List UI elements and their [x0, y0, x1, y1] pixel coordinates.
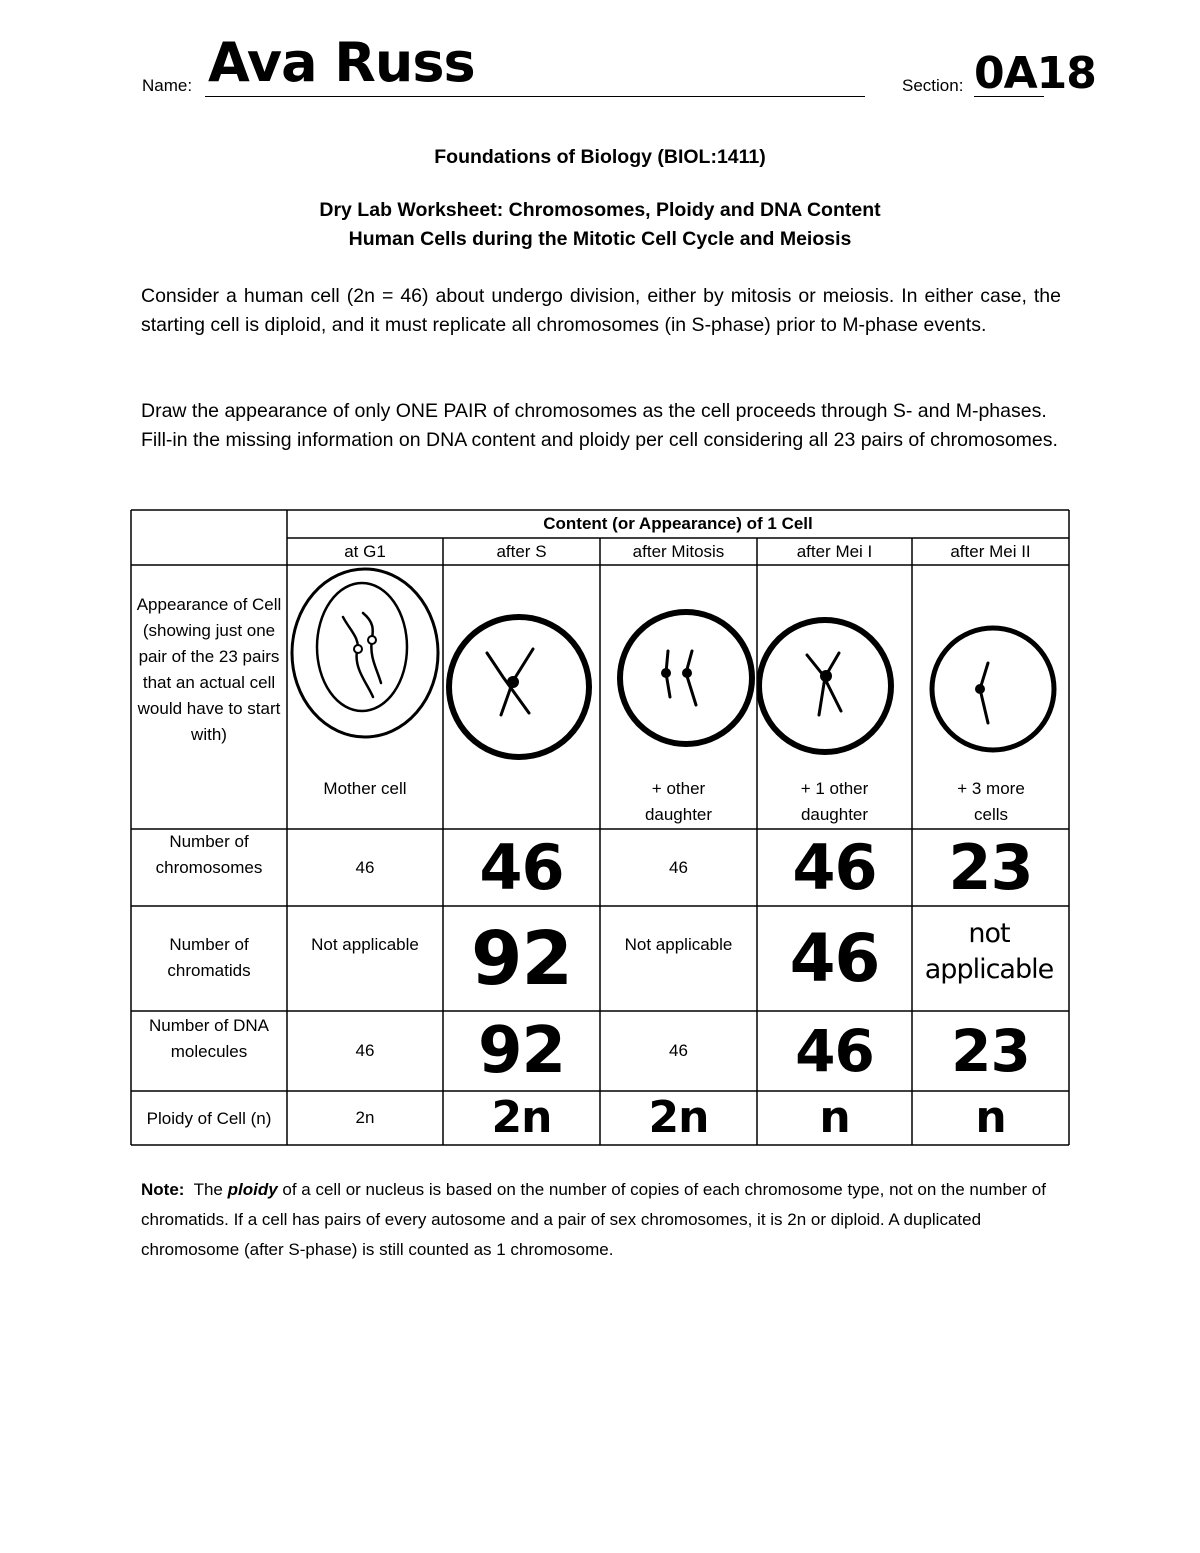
intro-paragraph-2: Draw the appearance of only ONE PAIR of chromosomes as the cell proceeds through S- and M-phases. Fill-in the missing information on DNA content and ploidy per cell considering all 23 pairs of chromosomes. [141, 400, 1058, 451]
caption-after-mei-1: + 1 other daughter [800, 779, 869, 824]
note-text-pre: The [184, 1180, 228, 1199]
worksheet-subtitle: Human Cells during the Mitotic Cell Cycle and Meiosis [348, 228, 852, 250]
row-label-chromatids: Number of chromatids [167, 935, 251, 980]
course-title: Foundations of Biology (BIOL:1411) [434, 146, 766, 168]
table-group-header: Content (or Appearance) of 1 Cell [543, 514, 813, 533]
cell-chromosomes-after-mei-2: 23 [948, 830, 1033, 904]
cell-dna-after-mitosis: 46 [669, 1041, 688, 1060]
section-label: Section: [902, 76, 964, 95]
cell-chromatids-after-mei-1: 46 [789, 919, 880, 997]
cell-chromatids-after-mitosis: Not applicable [624, 935, 733, 954]
column-header-g1: at G1 [344, 541, 386, 561]
row-label-appearance: Appearance of Cell (showing just one pair of the 23 pairs that an actual cell would have to start with) [136, 595, 282, 744]
cell-ploidy-after-mei-1: n [819, 1092, 850, 1143]
cell-chromatids-after-s: 92 [471, 915, 572, 1002]
cell-ploidy-g1: 2n [355, 1108, 375, 1127]
cell-chromosomes-after-mitosis: 46 [669, 857, 688, 877]
name-label: Name: [142, 76, 193, 95]
cell-ploidy-after-mitosis: 2n [648, 1092, 709, 1143]
caption-after-mei-2: + 3 more cells [957, 779, 1025, 824]
row-label-chromosomes: Number of chromosomes [155, 832, 263, 877]
cell-dna-after-mei-1: 46 [795, 1017, 874, 1085]
column-header-after-mei-1: after Mei I [796, 541, 873, 561]
cell-chromosomes-after-s: 46 [479, 830, 564, 904]
cell-drawing-after-mei-2 [912, 565, 1069, 765]
ploidy-note [141, 1175, 1071, 1265]
column-header-after-mei-2: after Mei II [950, 541, 1031, 561]
column-header-after-mitosis: after Mitosis [632, 541, 725, 561]
cell-ploidy-after-mei-2: n [975, 1092, 1006, 1143]
note-text-post: of a cell or nucleus is based on the number of copies of each chromosome type, not on the number of chromatids. If a cell has pairs of every autosome and a pair of sex chromosomes, it is 2n or diploid. A duplicated chromosome (after S-phase) is still counted as 1 chromosome. [141, 1180, 1046, 1259]
cell-drawing-after-mei-1 [757, 565, 912, 765]
row-label-dna-molecules: Number of DNA molecules [149, 1016, 269, 1061]
caption-g1: Mother cell [323, 779, 407, 798]
cell-drawing-after-s [443, 565, 600, 765]
cell-drawing-after-mitosis [600, 565, 757, 765]
cell-dna-after-mei-2: 23 [951, 1017, 1030, 1085]
cell-chromatids-g1: Not applicable [311, 935, 419, 954]
cell-dna-g1: 46 [355, 1041, 375, 1060]
cell-chromosomes-g1: 46 [355, 857, 375, 877]
note-emphasis: ploidy [227, 1180, 278, 1199]
cell-dna-after-s: 92 [477, 1014, 566, 1088]
caption-after-mitosis: + other daughter [644, 779, 713, 824]
caption-after-s [443, 776, 600, 802]
worksheet-title: Dry Lab Worksheet: Chromosomes, Ploidy and DNA Content [319, 199, 881, 221]
row-label-ploidy: Ploidy of Cell (n) [146, 1109, 272, 1128]
cell-drawing-g1 [287, 565, 443, 765]
cell-chromosomes-after-mei-1: 46 [792, 830, 877, 904]
name-handwritten: Ava Russ [208, 31, 475, 94]
cell-ploidy-after-s: 2n [491, 1092, 552, 1143]
section-handwritten: 0A18 [974, 48, 1096, 99]
cell-chromatids-after-mei-2: not applicable [924, 918, 1054, 985]
intro-paragraph-1: Consider a human cell (2n = 46) about undergo division, either by mitosis or meiosis. In either case, the starting cell is diploid, and it must replicate all chromosomes (in S-phase) prior to M-phase events. [141, 285, 1061, 336]
column-header-after-s: after S [496, 541, 547, 561]
note-lead: Note: [141, 1180, 185, 1199]
